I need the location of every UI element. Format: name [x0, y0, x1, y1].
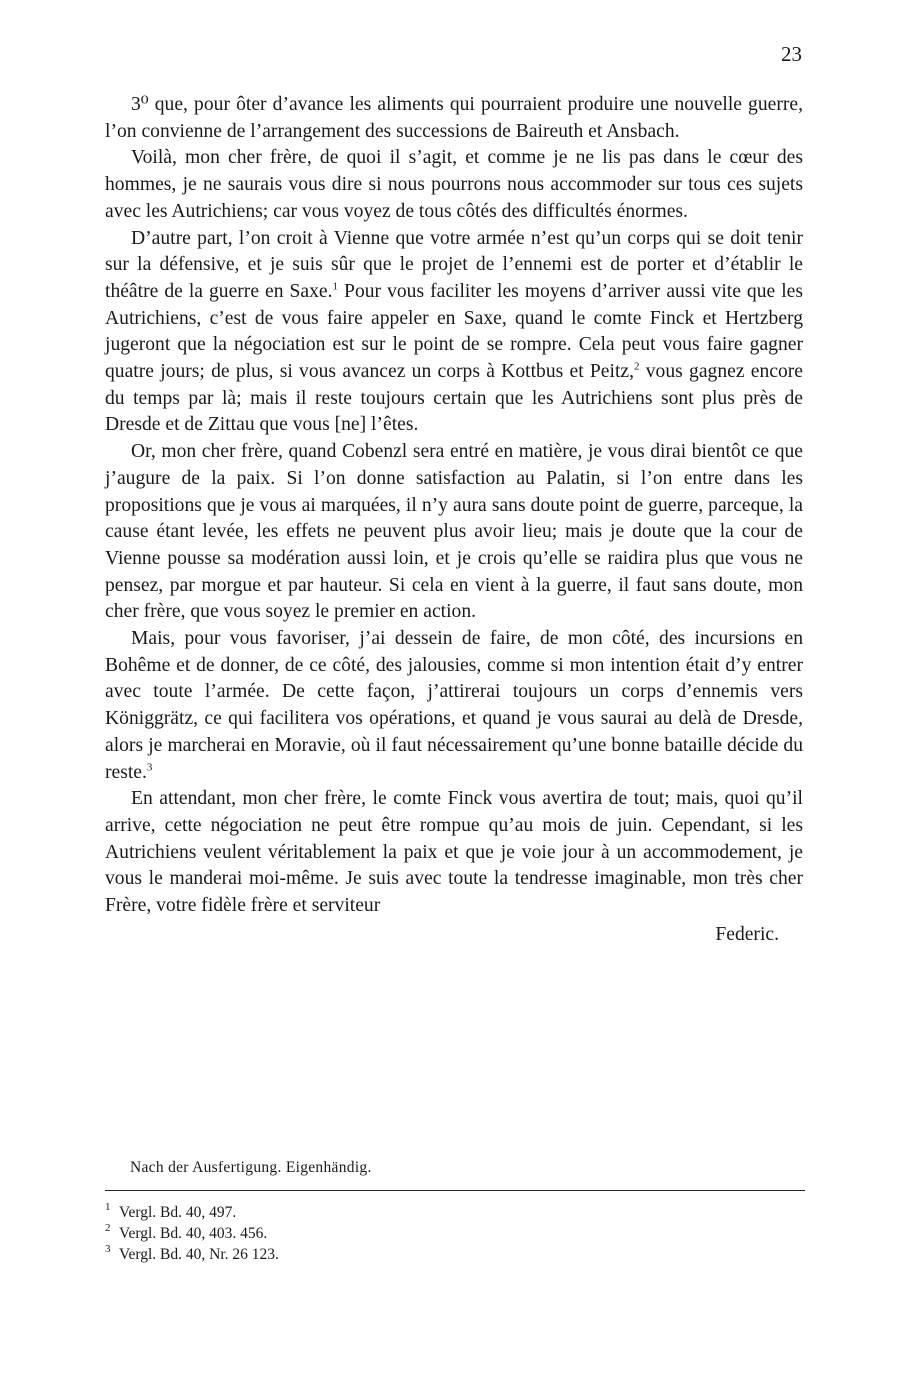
- paragraph-3: [105, 226, 803, 440]
- paragraph-5: [105, 626, 803, 786]
- footnote-text: Vergl. Bd. 40, 497.: [119, 1204, 237, 1221]
- footnote-ref-2: 2: [634, 360, 640, 373]
- page-number: 23: [781, 42, 802, 66]
- signature: Federic.: [715, 923, 779, 945]
- footnotes: [105, 1202, 279, 1265]
- letter-body: [105, 92, 803, 949]
- footnote: [105, 1244, 279, 1265]
- paragraph-1: 3⁰ que, pour ôter d’avance les aliments qui pourraient produire une nouvelle guerre, l’on convienne de l’arrangement des successions de Baireuth et Ansbach.: [105, 94, 803, 142]
- footnote-ref-1: 1: [332, 280, 339, 293]
- paragraph-3-part-2: Pour vous faciliter les moyens d’arriver aussi vite que les Autrichiens, c’est de vous faire appeler en Saxe, quand le comte Finck et Hertzberg jugeront que la négociation est sur le point de se rompre. Cela peut vous faire gagner quatre jours; de plus, si vous avancez un corps à Kottbus et Peitz,: [105, 280, 803, 383]
- footnote-ref-3: 3: [146, 761, 153, 774]
- source-note: Nach der Ausfertigung. Eigenhändig.: [130, 1159, 372, 1176]
- footnote-text: Vergl. Bd. 40, Nr. 26 123.: [119, 1246, 279, 1263]
- footnote: [105, 1223, 279, 1244]
- paragraph-5-part-1: Mais, pour vous favoriser, j’ai dessein de faire, de mon côté, des incursions en Bohême et de donner, de ce côté, des jalousies, comme si mon intention était d’y entrer avec toute l’armée. De cette façon, j’attirerai toujours un corps d’ennemis vers Königgrätz, ce qui facilitera vos opérations, et quand je vous saurai au delà de Dresde, alors je marcherai en Moravie, où il faut nécessairement qu’une bonne bataille décide du reste.: [105, 628, 803, 783]
- footnote-mark: 2: [105, 1222, 111, 1234]
- footnote-divider: [105, 1190, 805, 1191]
- paragraph-4: Or, mon cher frère, quand Cobenzl sera entré en matière, je vous dirai bientôt ce que j’augure de la paix. Si l’on donne satisfaction au Palatin, si l’on entre dans les propositions que je vous ai marquées, il n’y aura sans doute point de guerre, parceque, la cause étant levée, les effets ne peuvent plus avoir lieu; mais je doute que la cour de Vienne pousse sa modération aussi loin, et je crois qu’elle se raidira plus que vous ne pensez, par morgue et par hauteur. Si cela en vient à la guerre, il faut sans doute, mon cher frère, que vous soyez le premier en action.: [105, 441, 803, 623]
- footnote-mark: 1: [105, 1201, 111, 1213]
- footnote-text: Vergl. Bd. 40, 403. 456.: [119, 1225, 268, 1242]
- paragraph-3-part-3: vous gagnez encore du temps par là; mais il reste toujours certain que les Autrichiens sont plus près de Dresde et de Zittau que vous [ne] l’êtes.: [105, 361, 804, 436]
- paragraph-6: En attendant, mon cher frère, le comte Finck vous avertira de tout; mais, quoi qu’il arrive, cette négociation ne peut être rompue qu’au mois de juin. Cependant, si les Autrichiens veulent véritablement la paix et que je voie jour à un accommodement, je vous le manderai moi-même. Je suis avec toute la tendresse imaginable, mon très cher Frère, votre fidèle frère et serviteur: [105, 788, 803, 917]
- footnote-mark: 3: [105, 1243, 111, 1255]
- paragraph-2: Voilà, mon cher frère, de quoi il s’agit, et comme je ne lis pas dans le cœur des hommes, je ne saurais vous dire si nous pourrons nous accommoder sur tous ces sujets avec les Autrichiens; car vous voyez de tous côtés des difficultés énormes.: [105, 147, 803, 222]
- footnote: [105, 1202, 279, 1223]
- paragraph-3-part-1: D’autre part, l’on croit à Vienne que votre armée n’est qu’un corps qui se doit tenir sur la défensive, et je suis sûr que le projet de l’ennemi est de porter et d’établir le théâtre de la guerre en Saxe.: [105, 227, 803, 302]
